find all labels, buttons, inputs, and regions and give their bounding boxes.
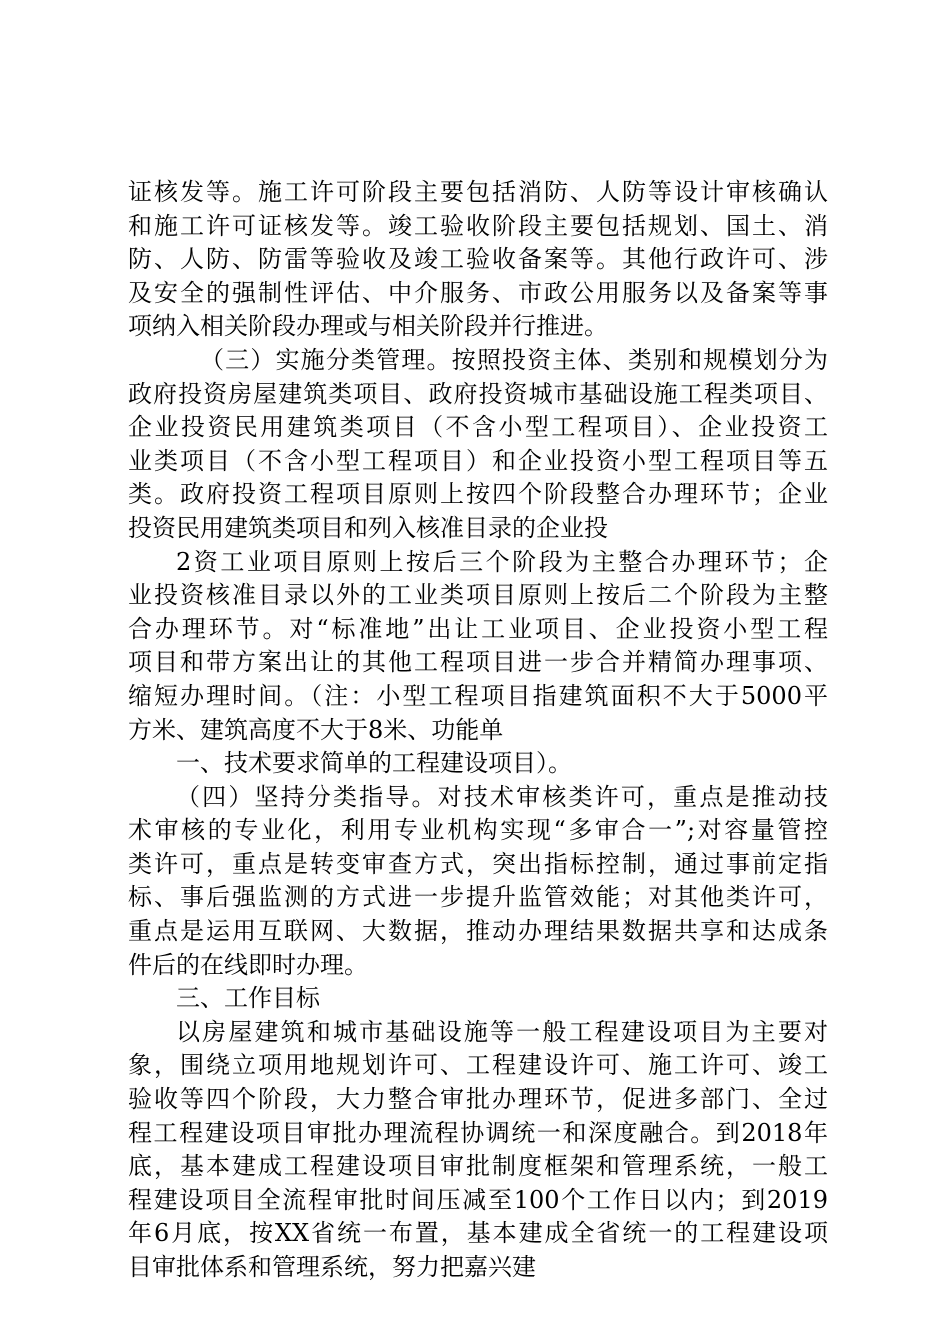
text-line: 重点是运用互联网、大数据，推动办理结果数据共享和达成条 [128, 917, 828, 946]
text-line: 类。政府投资工程项目原则上按四个阶段整合办理环节；企业 [128, 480, 828, 509]
text-line: 投资民用建筑类项目和列入核准目录的企业投 [128, 513, 608, 542]
text-line: 方米、建筑高度不大于8米、功能单 [128, 715, 504, 744]
text-line: 缩短办理时间。（注：小型工程项目指建筑面积不大于5000平 [128, 681, 828, 710]
paragraph-start-line: 一、技术要求简单的工程建设项目）。 [176, 749, 572, 778]
text-line: 防、人防、防雷等验收及竣工验收备案等。其他行政许可、涉 [128, 245, 828, 274]
text-line: 政府投资房屋建筑类项目、政府投资城市基础设施工程类项目、 [128, 379, 828, 408]
text-line: 象，围绕立项用地规划许可、工程建设许可、施工许可、竣工 [128, 1051, 828, 1080]
text-line: 项纳入相关阶段办理或与相关阶段并行推进。 [128, 312, 608, 341]
text-line: 底，基本建成工程建设项目审批制度框架和管理系统，一般工 [128, 1152, 828, 1181]
text-line: 件后的在线即时办理。 [128, 950, 368, 979]
paragraph-start-line: （四）坚持分类指导。对技术审核类许可，重点是推动技 [176, 782, 828, 811]
text-line: 目审批体系和管理系统，努力把嘉兴建 [128, 1253, 536, 1281]
section-heading: 三、工作目标 [176, 984, 320, 1013]
paragraph-start-line: （三）实施分类管理。按照投资主体、类别和规模划分为 [200, 345, 828, 374]
text-line: 业投资核准目录以外的工业类项目原则上按后二个阶段为主整 [128, 581, 828, 610]
text-line: 术审核的专业化，利用专业机构实现“多审合一”;对容量管控 [128, 816, 828, 845]
text-line: 及安全的强制性评估、中介服务、市政公用服务以及备案等事 [128, 278, 828, 307]
paragraph-start-line: 2资工业项目原则上按后三个阶段为主整合办理环节；企 [176, 547, 828, 576]
text-line: 标、事后强监测的方式进一步提升监管效能；对其他类许可， [128, 883, 828, 912]
text-line: 证核发等。施工许可阶段主要包括消防、人防等设计审核确认 [128, 178, 828, 206]
paragraph-start-line: 以房屋建筑和城市基础设施等一般工程建设项目为主要对 [176, 1017, 828, 1046]
text-line: 项目和带方案出让的其他工程项目进一步合并精简办理事项、 [128, 648, 828, 677]
text-line: 类许可，重点是转变审查方式，突出指标控制，通过事前定指 [128, 849, 828, 878]
text-line: 程工程建设项目审批办理流程协调统一和深度融合。到2018年 [128, 1118, 828, 1147]
text-line: 年6月底，按XX省统一布置，基本建成全省统一的工程建设项 [128, 1219, 828, 1248]
text-line: 合办理环节。对“标准地”出让工业项目、企业投资小型工程 [128, 614, 828, 643]
text-line: 和施工许可证核发等。竣工验收阶段主要包括规划、国土、消 [128, 211, 828, 240]
document-page [128, 176, 828, 1285]
text-line: 业类项目（不含小型工程项目）和企业投资小型工程项目等五 [128, 446, 828, 475]
text-line: 验收等四个阶段，大力整合审批办理环节，促进多部门、全过 [128, 1085, 828, 1114]
text-line: 企业投资民用建筑类项目（不含小型工程项目）、企业投资工 [128, 413, 828, 442]
text-line: 程建设项目全流程审批时间压减至100个工作日以内；到2019 [128, 1185, 828, 1214]
